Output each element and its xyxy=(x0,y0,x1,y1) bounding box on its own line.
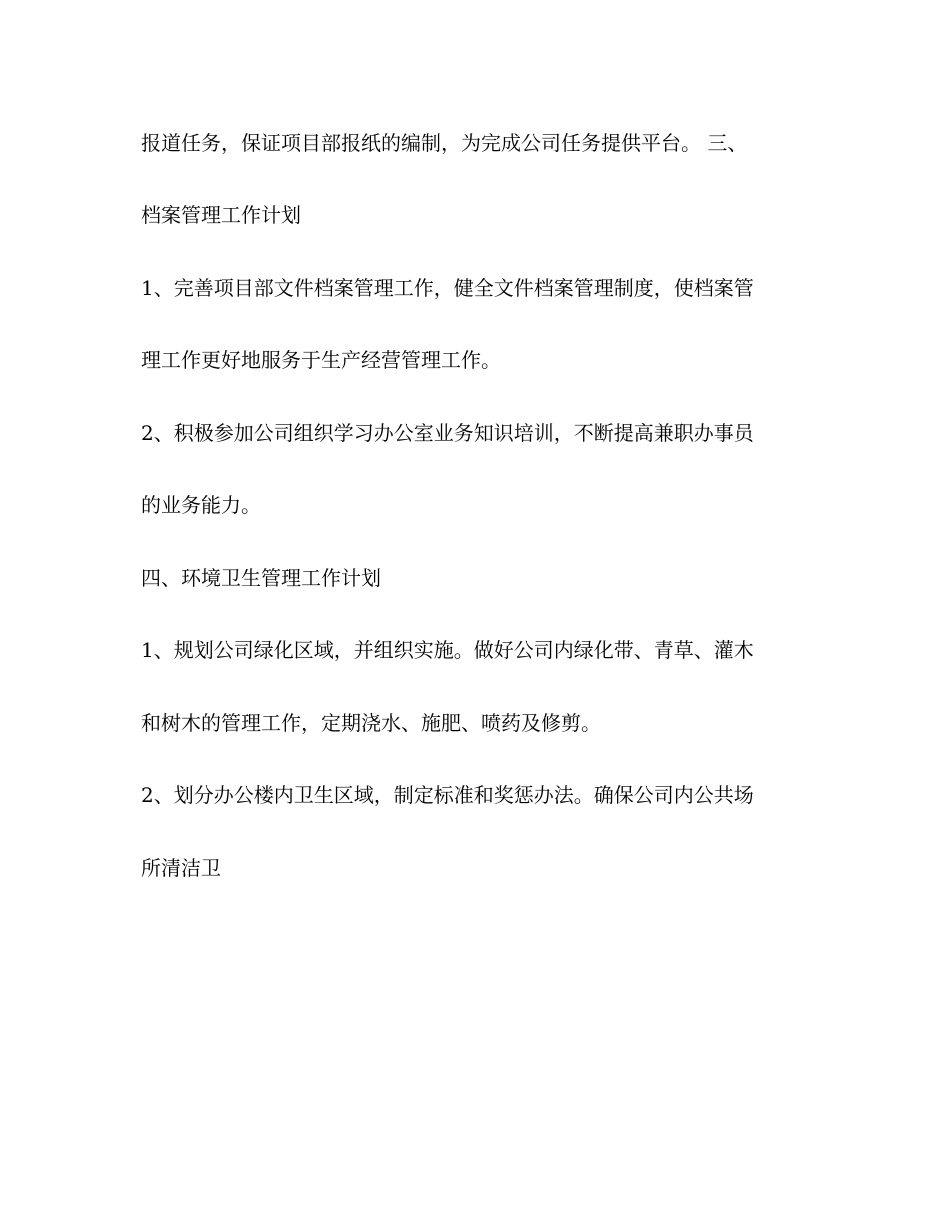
text-line: 1、规划公司绿化区域，并组织实施。做好公司内绿化带、青草、灌木 xyxy=(141,638,754,662)
text-line: 报道任务，保证项目部报纸的编制，为完成公司任务提供平台。 三、 xyxy=(141,131,748,155)
text-line: 的业务能力。 xyxy=(141,493,261,517)
text-line: 2、积极参加公司组织学习办公室业务知识培训，不断提高兼职办事员 xyxy=(141,421,754,445)
text-line: 1、完善项目部文件档案管理工作，健全文件档案管理制度，使档案管 xyxy=(141,276,754,300)
text-line: 和树木的管理工作，定期浇水、施肥、喷药及修剪。 xyxy=(141,711,601,735)
text-line: 档案管理工作计划 xyxy=(141,203,301,227)
text-line: 四、环境卫生管理工作计划 xyxy=(141,566,381,590)
text-line: 所清洁卫 xyxy=(141,856,221,880)
text-line: 2、划分办公楼内卫生区域，制定标准和奖惩办法。确保公司内公共场 xyxy=(141,783,754,807)
text-line: 理工作更好地服务于生产经营管理工作。 xyxy=(141,348,501,372)
